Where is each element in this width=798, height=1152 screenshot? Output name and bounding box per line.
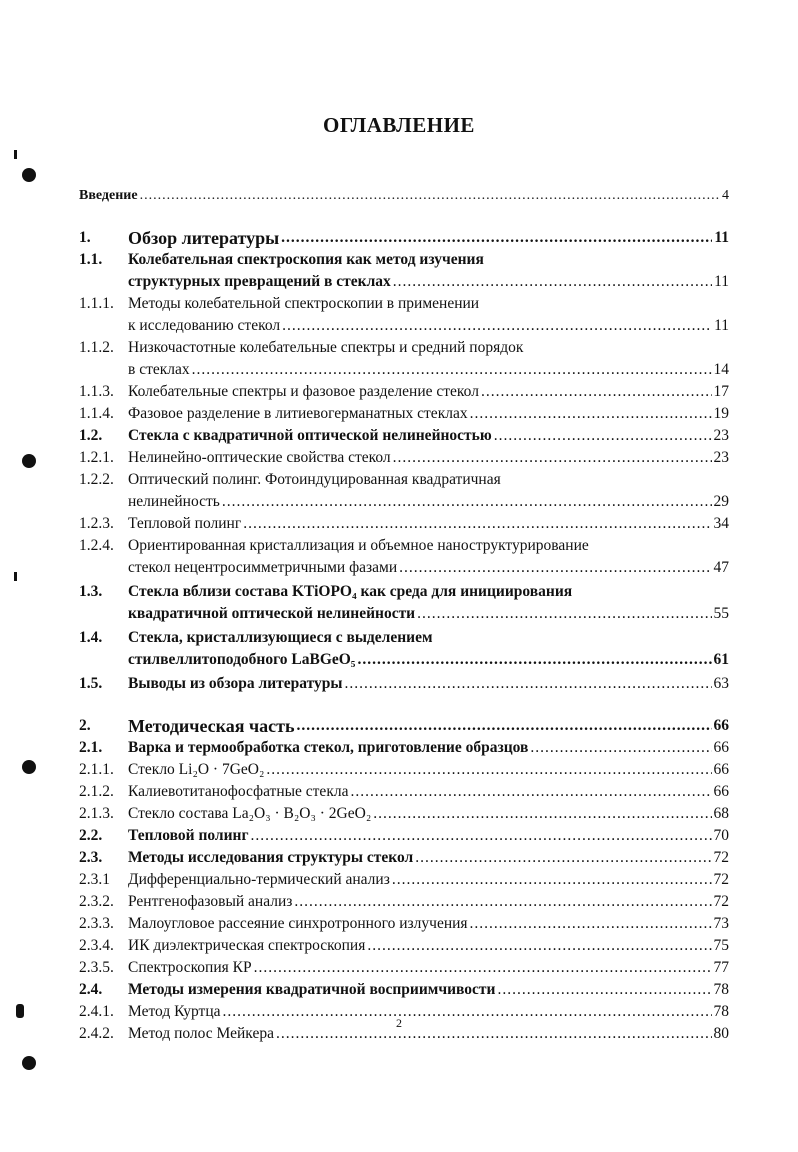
page-title: ОГЛАВЛЕНИЕ: [323, 113, 475, 137]
toc-entry-text: Спектроскопия КР: [128, 959, 252, 976]
toc-entry-text: Калиевотитанофосфатные стекла: [128, 783, 349, 800]
toc-entry-page: 14: [713, 361, 729, 378]
scan-mark: [14, 572, 17, 581]
toc-entry-number: 2.4.: [79, 981, 103, 998]
dot-leader: [479, 381, 712, 403]
toc-entry-number: 2.4.1.: [79, 1003, 114, 1020]
toc-entry-text: Выводы из обзора литературы: [128, 675, 343, 692]
toc-entry-number: 1.1.2.: [79, 339, 114, 356]
toc-entry-page: 63: [713, 675, 729, 692]
dot-leader: [371, 803, 711, 825]
toc-entry-2-3-3[interactable]: [79, 913, 729, 935]
page-number: 2: [396, 1016, 402, 1030]
toc-entry-page: 47: [713, 559, 729, 576]
scan-mark: [14, 150, 17, 159]
toc-entry-number: 2.2.: [79, 827, 103, 844]
toc-entry-text: Методы измерения квадратичной восприимчивости: [128, 981, 496, 998]
toc-entry-page: 72: [713, 893, 729, 910]
toc-entry-page: 68: [713, 805, 729, 822]
toc-entry-text: Варка и термообработка стекол, приготовление образцов: [128, 739, 529, 756]
toc-entry-page: 72: [713, 871, 729, 888]
toc-entry-text: Обзор литературы: [128, 228, 280, 248]
dot-leader: [190, 359, 712, 381]
toc-entry-text: квадратичной оптической нелинейности: [128, 605, 416, 622]
toc-entry-2-3-5[interactable]: [79, 957, 729, 979]
toc-entry-text: Стекло состава La₂O₃ · B₂O₃ · 2GeO₂: [128, 805, 372, 822]
toc-entry-number: 2.4.2.: [79, 1025, 114, 1042]
toc-entry-text-line1: Стекла, кристаллизующиеся с выделением: [128, 629, 433, 646]
toc-entry-text: Рентгенофазовый анализ: [128, 893, 293, 910]
dot-leader: [220, 491, 712, 513]
toc-entry-number: 2.3.2.: [79, 893, 114, 910]
toc-entry-text: Фазовое разделение в литиевогерманатных стеклах: [128, 405, 468, 422]
toc-entry-text: Стекло Li₂O · 7GeO₂: [128, 761, 265, 778]
dot-leader: [241, 513, 711, 535]
toc-entry-1-2-2-cont[interactable]: [79, 491, 729, 513]
toc-entry-page: 78: [713, 1003, 729, 1020]
dot-leader: [295, 715, 712, 737]
dot-leader: [279, 227, 712, 249]
toc-entry-text: Введение: [79, 188, 138, 203]
toc-entry-2-3-2[interactable]: [79, 891, 729, 913]
toc-entry-page: 73: [713, 915, 729, 932]
dot-leader: [492, 425, 712, 447]
toc-entry-1-3-cont[interactable]: [79, 603, 729, 625]
dot-leader: [528, 737, 711, 759]
toc-entry-2-3[interactable]: [79, 847, 729, 869]
toc-entry-text: структурных превращений в стеклах: [128, 273, 391, 290]
toc-entry-page: 17: [713, 383, 729, 400]
toc-entry-number: 1.1.: [79, 251, 103, 268]
punch-hole: [22, 760, 36, 774]
toc-entry-2-2[interactable]: [79, 825, 729, 847]
toc-entry-number: 2.3.3.: [79, 915, 114, 932]
toc-entry-1-4[interactable]: [79, 627, 729, 649]
dot-leader: [355, 649, 711, 671]
toc-entry-text: Тепловой полинг: [128, 827, 249, 844]
toc-entry-page: 75: [713, 937, 729, 954]
toc-entry-1-1-4[interactable]: [79, 403, 729, 425]
toc-entry-page: 70: [713, 827, 729, 844]
toc-entry-text-line1: Оптический полинг. Фотоиндуцированная квадратичная: [128, 471, 501, 488]
toc-entry-2-1-1[interactable]: [79, 759, 729, 781]
toc-entry-number: 1.2.: [79, 427, 103, 444]
toc-entry-1-4-cont[interactable]: [79, 649, 729, 671]
toc-entry-page: 61: [713, 651, 729, 668]
toc-entry-2-1-3[interactable]: [79, 803, 729, 825]
dot-leader: [391, 447, 712, 469]
punch-hole: [22, 1056, 36, 1070]
toc-entry-1-2-2[interactable]: [79, 469, 729, 491]
toc-entry-number: 2.1.2.: [79, 783, 114, 800]
toc-entry-1-2-4[interactable]: [79, 535, 729, 557]
toc-entry-page: 66: [713, 717, 729, 734]
toc-entry-text: Стекла с квадратичной оптической нелинейностью: [128, 427, 492, 444]
toc-entry-page: 78: [713, 981, 729, 998]
toc-entry-number: 1.2.2.: [79, 471, 114, 488]
toc-entry-1-1-3[interactable]: [79, 381, 729, 403]
toc-entry-number: 2.3.: [79, 849, 103, 866]
dot-leader: [365, 935, 711, 957]
toc-entry-1-1-cont[interactable]: [79, 271, 729, 293]
toc-entry-number: 2.1.: [79, 739, 103, 756]
toc-entry-number: 2.3.1: [79, 871, 110, 888]
toc-entry-text: нелинейность: [128, 493, 220, 510]
toc-entry-number: 1.3.: [79, 583, 103, 600]
dot-leader: [348, 781, 711, 803]
punch-hole: [22, 168, 36, 182]
toc-entry-page: 77: [713, 959, 729, 976]
toc-entry-number: 2.: [79, 717, 91, 734]
toc-entry-page: 23: [713, 449, 729, 466]
toc-entry-text: в стеклах: [128, 361, 190, 378]
toc-entry-number: 1.1.4.: [79, 405, 114, 422]
toc-entry-text: Метод полос Мейкера: [128, 1025, 274, 1042]
toc-entry-chapter-2[interactable]: [79, 715, 729, 737]
dot-leader: [468, 403, 712, 425]
dot-leader: [415, 603, 711, 625]
toc-entry-text: стекол нецентросимметричными фазами: [128, 559, 398, 576]
toc-entry-number: 2.1.3.: [79, 805, 114, 822]
toc-entry-text-line1: Колебательная спектроскопия как метод изучения: [128, 251, 484, 268]
toc-entry-2-1[interactable]: [79, 737, 729, 759]
toc-entry-text-line1: Ориентированная кристаллизация и объемное наноструктурирование: [128, 537, 589, 554]
toc-entry-text: Методы исследования структуры стекол: [128, 849, 414, 866]
dot-leader: [280, 315, 712, 337]
toc-entry-text-line1: Стекла вблизи состава KTiOPO₄ как среда для инициирования: [128, 583, 573, 600]
toc-entry-page: 80: [713, 1025, 729, 1042]
dot-leader: [138, 185, 720, 207]
toc-entry-number: 1.1.1.: [79, 295, 114, 312]
toc-entry-2-3-1[interactable]: [79, 869, 729, 891]
toc-entry-number: 1.2.1.: [79, 449, 114, 466]
toc-entry-text: Метод Куртца: [128, 1003, 221, 1020]
toc-entry-1-2-3[interactable]: [79, 513, 729, 535]
toc-entry-page: 23: [713, 427, 729, 444]
toc-entry-page: 72: [713, 849, 729, 866]
toc-entry-page: 11: [714, 229, 729, 246]
dot-leader: [397, 557, 711, 579]
toc-entry-text-line1: Низкочастотные колебательные спектры и средний порядок: [128, 339, 524, 356]
dot-leader: [468, 913, 712, 935]
toc-entry-number: 1.: [79, 229, 91, 246]
toc-entry-number: 1.2.3.: [79, 515, 114, 532]
toc-entry-1-3[interactable]: [79, 581, 729, 603]
toc-entry-1-1[interactable]: [79, 249, 729, 271]
punch-hole: [22, 454, 36, 468]
toc-entry-number: 1.4.: [79, 629, 103, 646]
toc-entry-page: 55: [713, 605, 729, 622]
toc-entry-text: Нелинейно-оптические свойства стекол: [128, 449, 391, 466]
toc-entry-2-1-2[interactable]: [79, 781, 729, 803]
toc-entry-1-1-1[interactable]: [79, 293, 729, 315]
toc-entry-text: Дифференциально-термический анализ: [128, 871, 390, 888]
toc-entry-number: 2.1.1.: [79, 761, 114, 778]
toc-entry-2-3-4[interactable]: [79, 935, 729, 957]
toc-entry-2-4[interactable]: [79, 979, 729, 1001]
toc-entry-text-line1: Методы колебательной спектроскопии в применении: [128, 295, 480, 312]
toc-entry-page: 66: [713, 761, 729, 778]
dot-leader: [390, 869, 712, 891]
toc-entry-text: к исследованию стекол: [128, 317, 281, 334]
dot-leader: [391, 271, 712, 293]
toc-entry-page: 4: [722, 188, 729, 203]
toc-entry-text: Методическая часть: [128, 716, 295, 736]
toc-entry-number: 2.3.4.: [79, 937, 114, 954]
toc-entry-page: 11: [714, 273, 729, 290]
dot-leader: [264, 759, 711, 781]
toc-entry-number: 1.1.3.: [79, 383, 114, 400]
dot-leader: [413, 847, 711, 869]
toc-entry-page: 66: [713, 783, 729, 800]
toc-entry-1-1-2-cont[interactable]: [79, 359, 729, 381]
toc-entry-number: 2.3.5.: [79, 959, 114, 976]
toc-entry-text: ИК диэлектрическая спектроскопия: [128, 937, 366, 954]
dot-leader: [292, 891, 711, 913]
toc-entry-1-1-2[interactable]: [79, 337, 729, 359]
toc-entry-text: Колебательные спектры и фазовое разделение стекол: [128, 383, 479, 400]
toc-entry-number: 1.2.4.: [79, 537, 114, 554]
dot-leader: [495, 979, 711, 1001]
toc-entry-introduction[interactable]: [79, 185, 729, 207]
toc-entry-1-1-1-cont[interactable]: [79, 315, 729, 337]
toc-entry-1-5[interactable]: [79, 673, 729, 695]
toc-entry-page: 11: [714, 317, 729, 334]
toc-entry-text: Малоугловое рассеяние синхротронного излучения: [128, 915, 468, 932]
toc-entry-page: 34: [713, 515, 729, 532]
dot-leader: [252, 957, 712, 979]
toc-entry-page: 19: [713, 405, 729, 422]
toc-entry-page: 66: [713, 739, 729, 756]
toc-entry-page: 29: [713, 493, 729, 510]
dot-leader: [342, 673, 711, 695]
toc-entry-1-2[interactable]: [79, 425, 729, 447]
toc-entry-1-2-4-cont[interactable]: [79, 557, 729, 579]
toc-entry-text: стилвеллитоподобного LaBGeO₅: [128, 651, 356, 668]
toc-entry-number: 1.5.: [79, 675, 103, 692]
toc-entry-text: Тепловой полинг: [128, 515, 242, 532]
toc-entry-1-2-1[interactable]: [79, 447, 729, 469]
toc-entry-chapter-1[interactable]: [79, 227, 729, 249]
dot-leader: [249, 825, 712, 847]
